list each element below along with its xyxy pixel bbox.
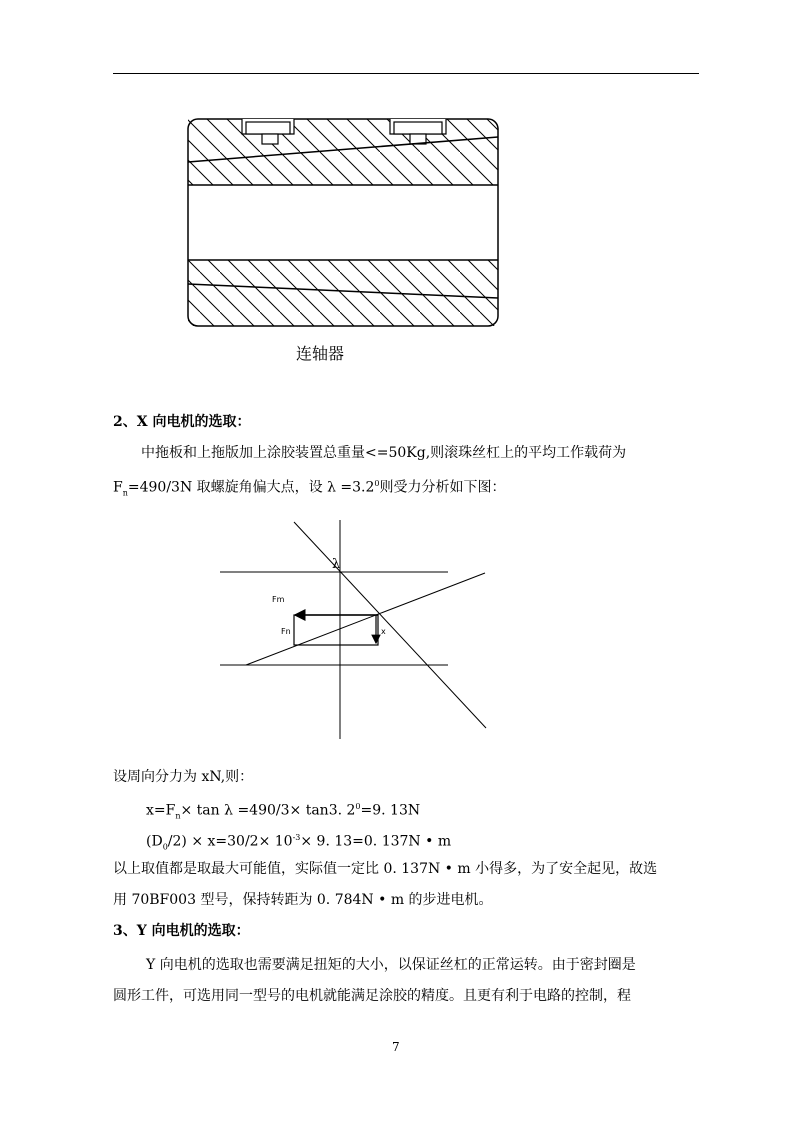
fn-label: Fn (281, 627, 291, 636)
section-3-heading: 3、Y 向电机的选取： (113, 923, 250, 939)
section-2-paragraph-line1: 中拖板和上拖版加上涂胶装置总重量<=50Kg,则滚珠丝杠上的平均工作载荷为 (141, 445, 627, 461)
coupling-drawing (180, 112, 510, 332)
section-3-paragraph-line2: 圆形工件，可选用同一型号的电机就能满足涂胶的精度。且更有利于电路的控制，程 (113, 988, 631, 1004)
x-label: x (381, 627, 386, 636)
equation-1: $x=F_n\times \tan \lambda =490/3\times \tan 3$. $2^0=9$. 13N (146, 802, 421, 821)
calc-intro: 设周向分力为 xN,则： (113, 769, 254, 785)
page-number: 7 (392, 1040, 400, 1054)
section-2-paragraph-line2: $F_n=490/3N$ 取螺旋角偏大点，设 $\lambda =3.2^0$则受力分析如下图： (113, 479, 506, 498)
lambda-label: λ (332, 557, 341, 572)
figure-caption: 连轴器 (296, 344, 345, 363)
section-2-heading: 2、X 向电机的选取： (113, 414, 251, 430)
section-3-paragraph-line1: Y 向电机的选取也需要满足扭矩的大小，以保证丝杠的正常运转。由于密封圈是 (146, 957, 636, 973)
header-rule (113, 73, 699, 74)
equation-2: $(D_0/2) \times x=30/2\times 10^{-3}\times 9$. 13=0. 137N • m (146, 833, 452, 852)
force-diagram (210, 515, 500, 745)
fm-label: Fm (272, 595, 285, 604)
conclusion-line1: 以上取值都是取最大可能值，实际值一定比 0. 137N • m 小得多，为了安全起见，故选 (113, 861, 658, 877)
conclusion-line2: 用 70BF003 型号，保持转距为 0. 784N • m 的步进电机。 (113, 892, 493, 908)
